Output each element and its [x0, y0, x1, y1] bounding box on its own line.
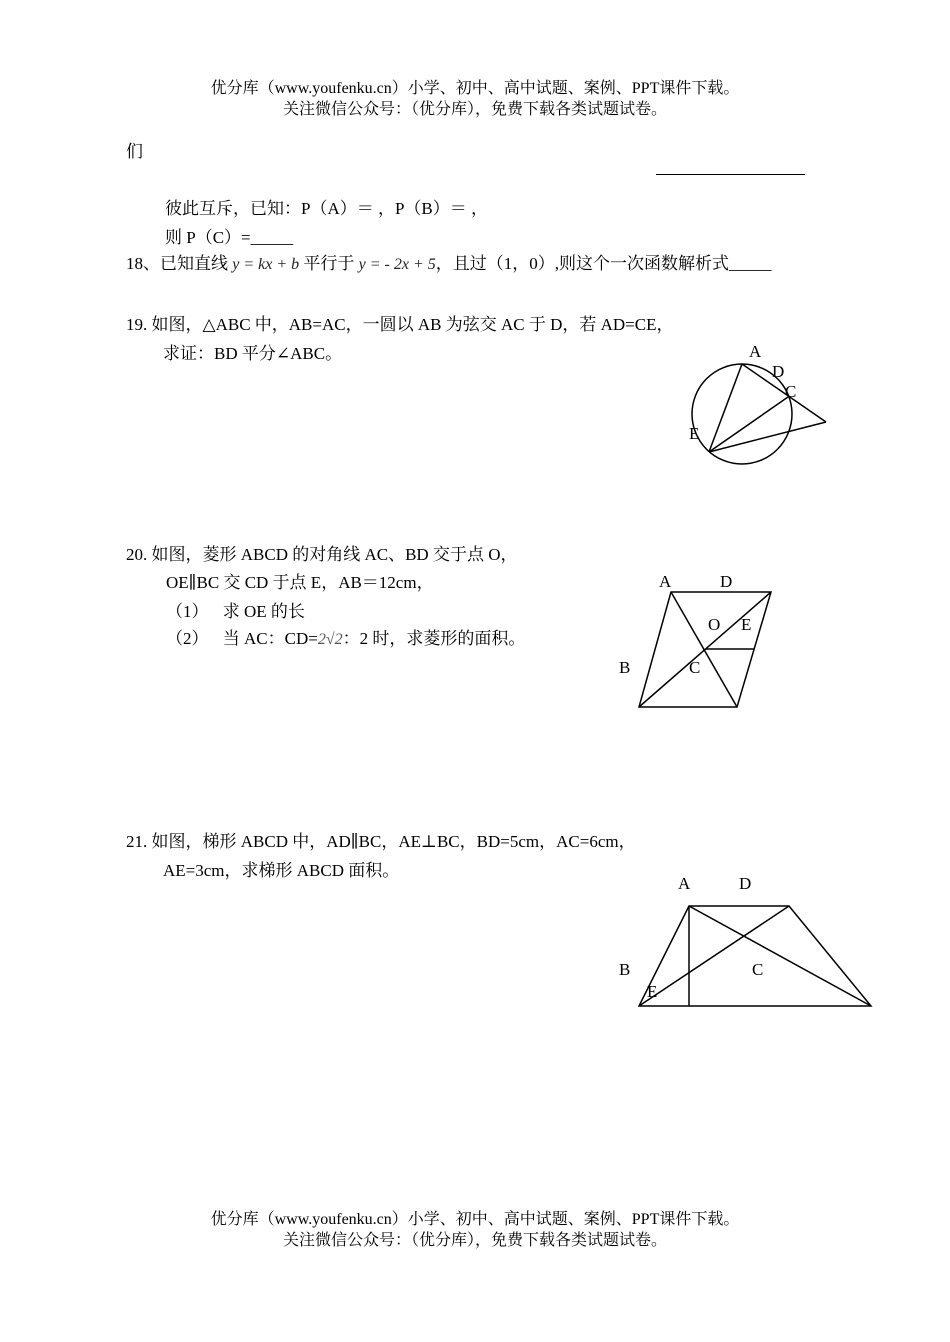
- q18-expr-1: y = kx + b: [232, 256, 300, 273]
- q20-line-1: 20. 如图，菱形 ABCD 的对角线 AC、BD 交于点 O，: [126, 545, 518, 564]
- q21-label-a: A: [678, 874, 691, 893]
- footer-line-2: 关注微信公众号：（优分库），免费下载各类试题试卷。: [282, 1232, 667, 1249]
- q20-item-2-num: （2）: [166, 629, 209, 648]
- q19-label-d: D: [772, 362, 785, 381]
- q19-label-b: E: [689, 424, 700, 443]
- q17-fragment: 们: [126, 142, 143, 161]
- q17-line-3: 则 P（C）=_____: [165, 228, 294, 247]
- q20-label-e: E: [741, 615, 752, 634]
- q19-label-a: A: [749, 342, 762, 361]
- q17-line-2: 彼此互斥，已知：P（A）＝ ，P（B）＝ ，: [165, 199, 489, 218]
- q19-line-1: 19. 如图，△ABC 中，AB=AC，一圆以 AB 为弦交 AC 于 D，若 AD=CE，: [126, 315, 674, 334]
- header-line-2: 关注微信公众号：（优分库），免费下载各类试题试卷。: [282, 101, 667, 118]
- q20-label-c: C: [689, 658, 701, 677]
- q20-item-1-text: 求 OE 的长: [222, 602, 305, 621]
- q21-line-2: AE=3cm，求梯形 ABCD 面积。: [163, 861, 400, 880]
- q20-item-1-num: （1）: [166, 602, 209, 621]
- q21-label-e: E: [647, 982, 658, 1001]
- q21-trapezoid: [639, 906, 871, 1006]
- q20-item-2-math: 2√2: [317, 631, 343, 648]
- q19-label-c: C: [785, 382, 797, 401]
- q20-item-2-post: ：2 时，求菱形的面积。: [342, 629, 526, 648]
- q20-line-2: OE∥BC 交 CD 于点 E，AB＝12cm，: [166, 573, 434, 592]
- q21-diagonal-ac: [689, 906, 871, 1006]
- q21-diagonal-bd: [639, 906, 789, 1006]
- q19-line-2: 求证：BD 平分∠ABC。: [163, 344, 343, 363]
- q21-line-1: 21. 如图，梯形 ABCD 中，AD∥BC，AE⊥BC，BD=5cm，AC=6cm，: [126, 832, 636, 851]
- q21-label-c: C: [752, 960, 764, 979]
- q20-item-2-pre: 当 AC：CD=: [222, 629, 318, 648]
- header-line-1: 优分库（www.youfenku.cn）小学、初中、高中试题、案例、PPT课件下载。: [210, 80, 740, 97]
- q18-prefix: 18、已知直线: [126, 254, 228, 273]
- q18-expr-2: y = - 2x + 5: [358, 256, 436, 273]
- q18-suffix: ，且过（1，0）,则这个一次函数解析式_____: [435, 254, 772, 273]
- q20-label-d: D: [720, 572, 733, 591]
- q21-label-b: B: [619, 960, 631, 979]
- footer-line-1: 优分库（www.youfenku.cn）小学、初中、高中试题、案例、PPT课件下载。: [210, 1211, 740, 1228]
- q21-label-d: D: [739, 874, 752, 893]
- q20-label-o: O: [708, 615, 721, 634]
- q20-label-a: A: [659, 572, 672, 591]
- q20-label-b: B: [619, 658, 631, 677]
- q18-mid: 平行于: [303, 254, 355, 273]
